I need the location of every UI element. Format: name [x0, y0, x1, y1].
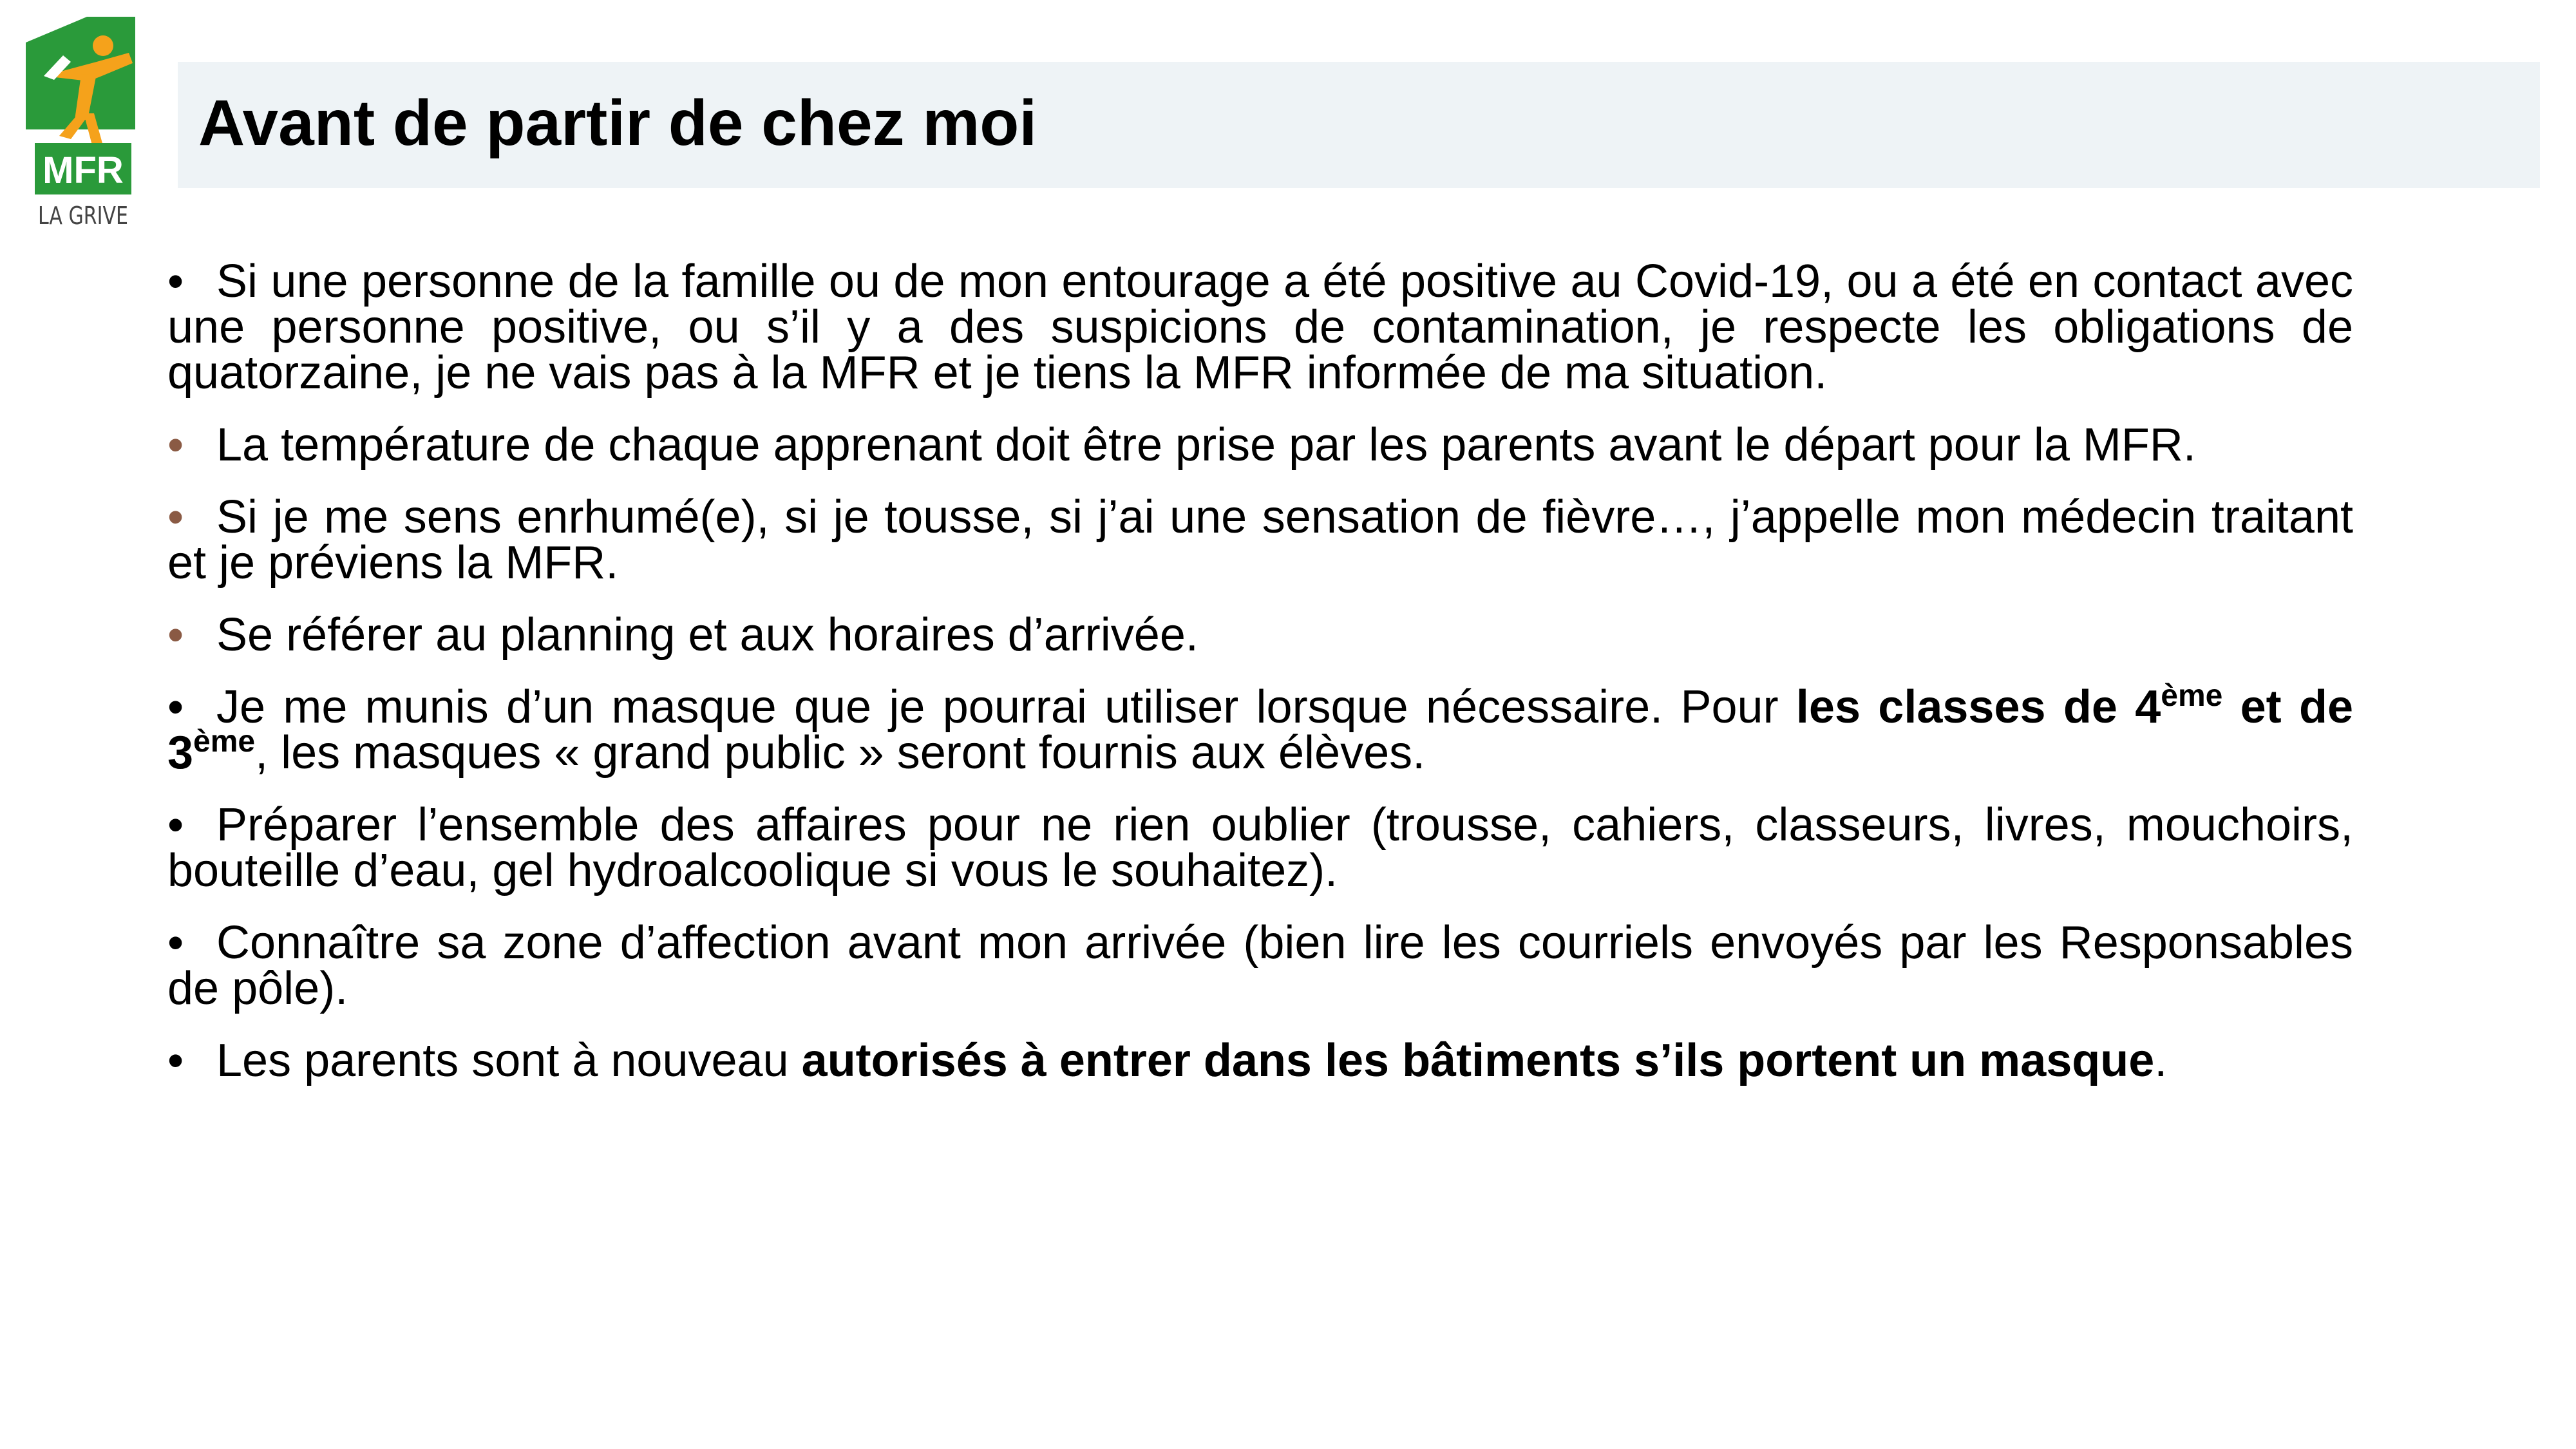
bullet-marker: •	[167, 419, 184, 471]
bullet-bold-text: les classes de 4	[1795, 681, 2161, 733]
bullet-item-supplies	[167, 799, 2353, 896]
bullet-text: Connaître sa zone d’affection avant mon arrivée (bien lire les courriels envoyés par les Responsables de pôle).	[167, 917, 2353, 1014]
bullet-text: Préparer l’ensemble des affaires pour ne rien oublier (trousse, cahiers, classeurs, livres, mouchoirs, bouteille d’eau, gel hydroalcoolique si vous le souhaitez).	[167, 799, 2353, 896]
slide-title: Avant de partir de chez moi	[198, 87, 1037, 159]
bullet-marker: •	[167, 799, 184, 851]
mfr-la-grive-logo	[26, 17, 142, 229]
bullet-item-zone	[167, 917, 2353, 1014]
bullet-item-mask	[167, 679, 2353, 779]
bullet-superscript: ème	[2161, 679, 2223, 713]
bullet-text: Si une personne de la famille ou de mon entourage a été positive au Covid-19, ou a été en contact avec une personne positive, ou s’il y a des suspicions de contamination, je respecte les obligations de quatorzaine, je ne vais pas à la MFR et je tiens la MFR informée de ma situation.	[167, 256, 2353, 399]
title-bar	[178, 62, 2540, 188]
bullet-text: , les masques « grand public » seront fournis aux élèves.	[255, 727, 1426, 779]
bullet-marker: •	[167, 681, 184, 733]
bullet-marker: •	[167, 917, 184, 969]
bullet-marker: •	[167, 256, 184, 307]
bullet-item-planning	[167, 609, 2353, 661]
bullet-bold-text: autorisés à entrer dans les bâtiments s’ils portent un masque	[801, 1035, 2155, 1086]
bullet-text: Se référer au planning et aux horaires d’arrivée.	[216, 609, 1198, 661]
bullet-text: Les parents sont à nouveau	[216, 1035, 802, 1086]
bullet-item-symptoms	[167, 491, 2353, 589]
bullet-text: Je me munis d’un masque que je pourrai utiliser lorsque nécessaire. Pour	[216, 681, 1796, 733]
bullet-marker: •	[167, 491, 184, 543]
bullet-marker: •	[167, 609, 184, 661]
bullet-item-covid-contact	[167, 256, 2353, 399]
bullet-text: Si je me sens enrhumé(e), si je tousse, si j’ai une sensation de fièvre…, j’appelle mon médecin traitant et je préviens la MFR.	[167, 491, 2353, 589]
bullet-item-temperature	[167, 419, 2353, 471]
bullet-bold-text: et de 3	[167, 681, 2353, 779]
bullet-superscript: ème	[193, 724, 256, 759]
bullet-text: .	[2154, 1035, 2168, 1086]
logo-location-text: LA GRIVE	[38, 202, 128, 229]
bullet-list	[167, 256, 2353, 1110]
bullet-text: La température de chaque apprenant doit être prise par les parents avant le départ pour la MFR.	[216, 419, 2196, 471]
bullet-marker: •	[167, 1035, 184, 1086]
bullet-item-parents	[167, 1035, 2353, 1086]
logo-brand-text: MFR	[43, 149, 124, 191]
